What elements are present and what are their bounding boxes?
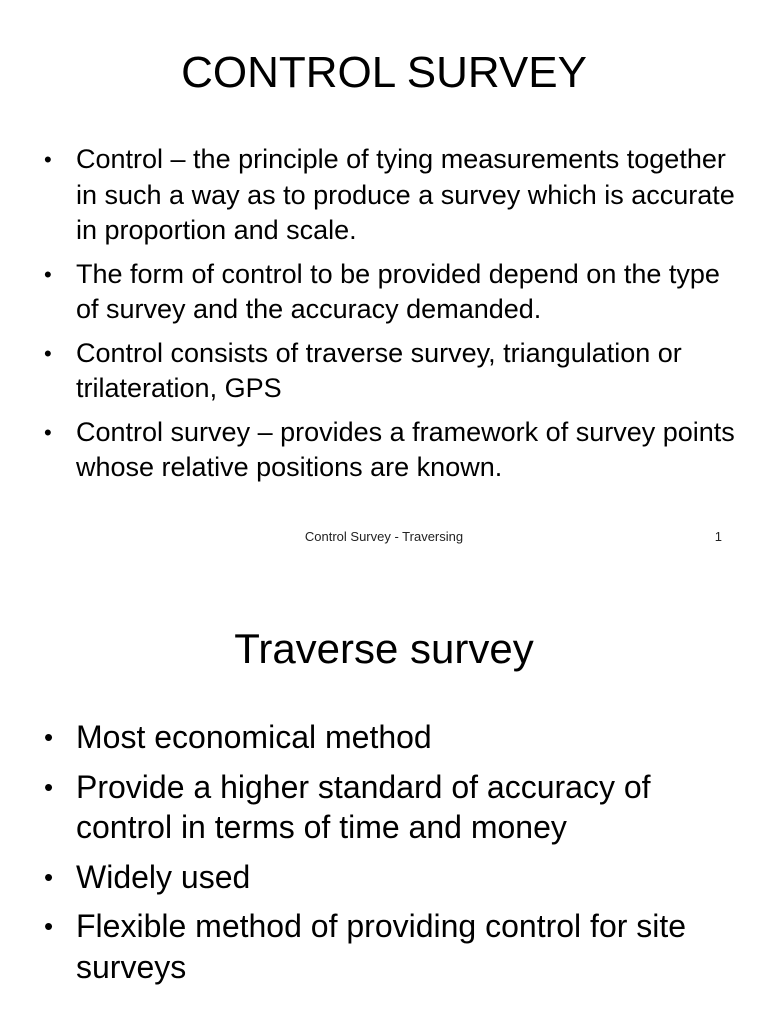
bullet-text: Widely used	[76, 858, 251, 895]
bullet-text: Most economical method	[76, 719, 432, 755]
bullet-text: Flexible method of providing control for site surveys	[76, 908, 687, 985]
bullet-text: Control – the principle of tying measurements together in such a way as to produce a survey which is accurate in proportion and scale.	[76, 144, 735, 245]
bullet-item	[0, 767, 768, 848]
bullet-dot: •	[44, 147, 52, 172]
bullet-list	[0, 717, 768, 996]
bullet-text: The form of control to be provided depend on the type of survey and the accuracy demanded.	[76, 258, 720, 324]
bullet-item	[0, 857, 768, 898]
slide-title: Traverse survey	[234, 625, 534, 672]
bullet-dot: •	[44, 419, 52, 445]
bullet-item	[0, 906, 768, 987]
footer-title: Control Survey - Traversing	[304, 529, 464, 544]
bullet-item	[0, 142, 768, 249]
bullet-dot: •	[44, 771, 54, 802]
bullet-item	[0, 336, 768, 407]
slide-2	[0, 570, 768, 1024]
bullet-item	[0, 415, 768, 486]
bullet-text: Control consists of traverse survey, triangulation or trilateration, GPS	[76, 337, 682, 403]
page-number: 1	[714, 529, 722, 544]
bullet-item	[0, 257, 768, 328]
bullet-text: Provide a higher standard of accuracy of control in terms of time and money	[76, 768, 651, 845]
slide-title: CONTROL SURVEY	[181, 48, 587, 97]
bullet-dot: •	[44, 261, 52, 287]
bullet-dot: •	[44, 722, 54, 752]
bullet-dot: •	[44, 340, 52, 366]
bullet-text: Control survey – provides a framework of survey points whose relative positions are known.	[76, 416, 735, 482]
bullet-item	[0, 717, 768, 758]
bullet-list	[0, 142, 768, 494]
bullet-dot: •	[44, 861, 54, 892]
bullet-dot: •	[44, 911, 54, 941]
